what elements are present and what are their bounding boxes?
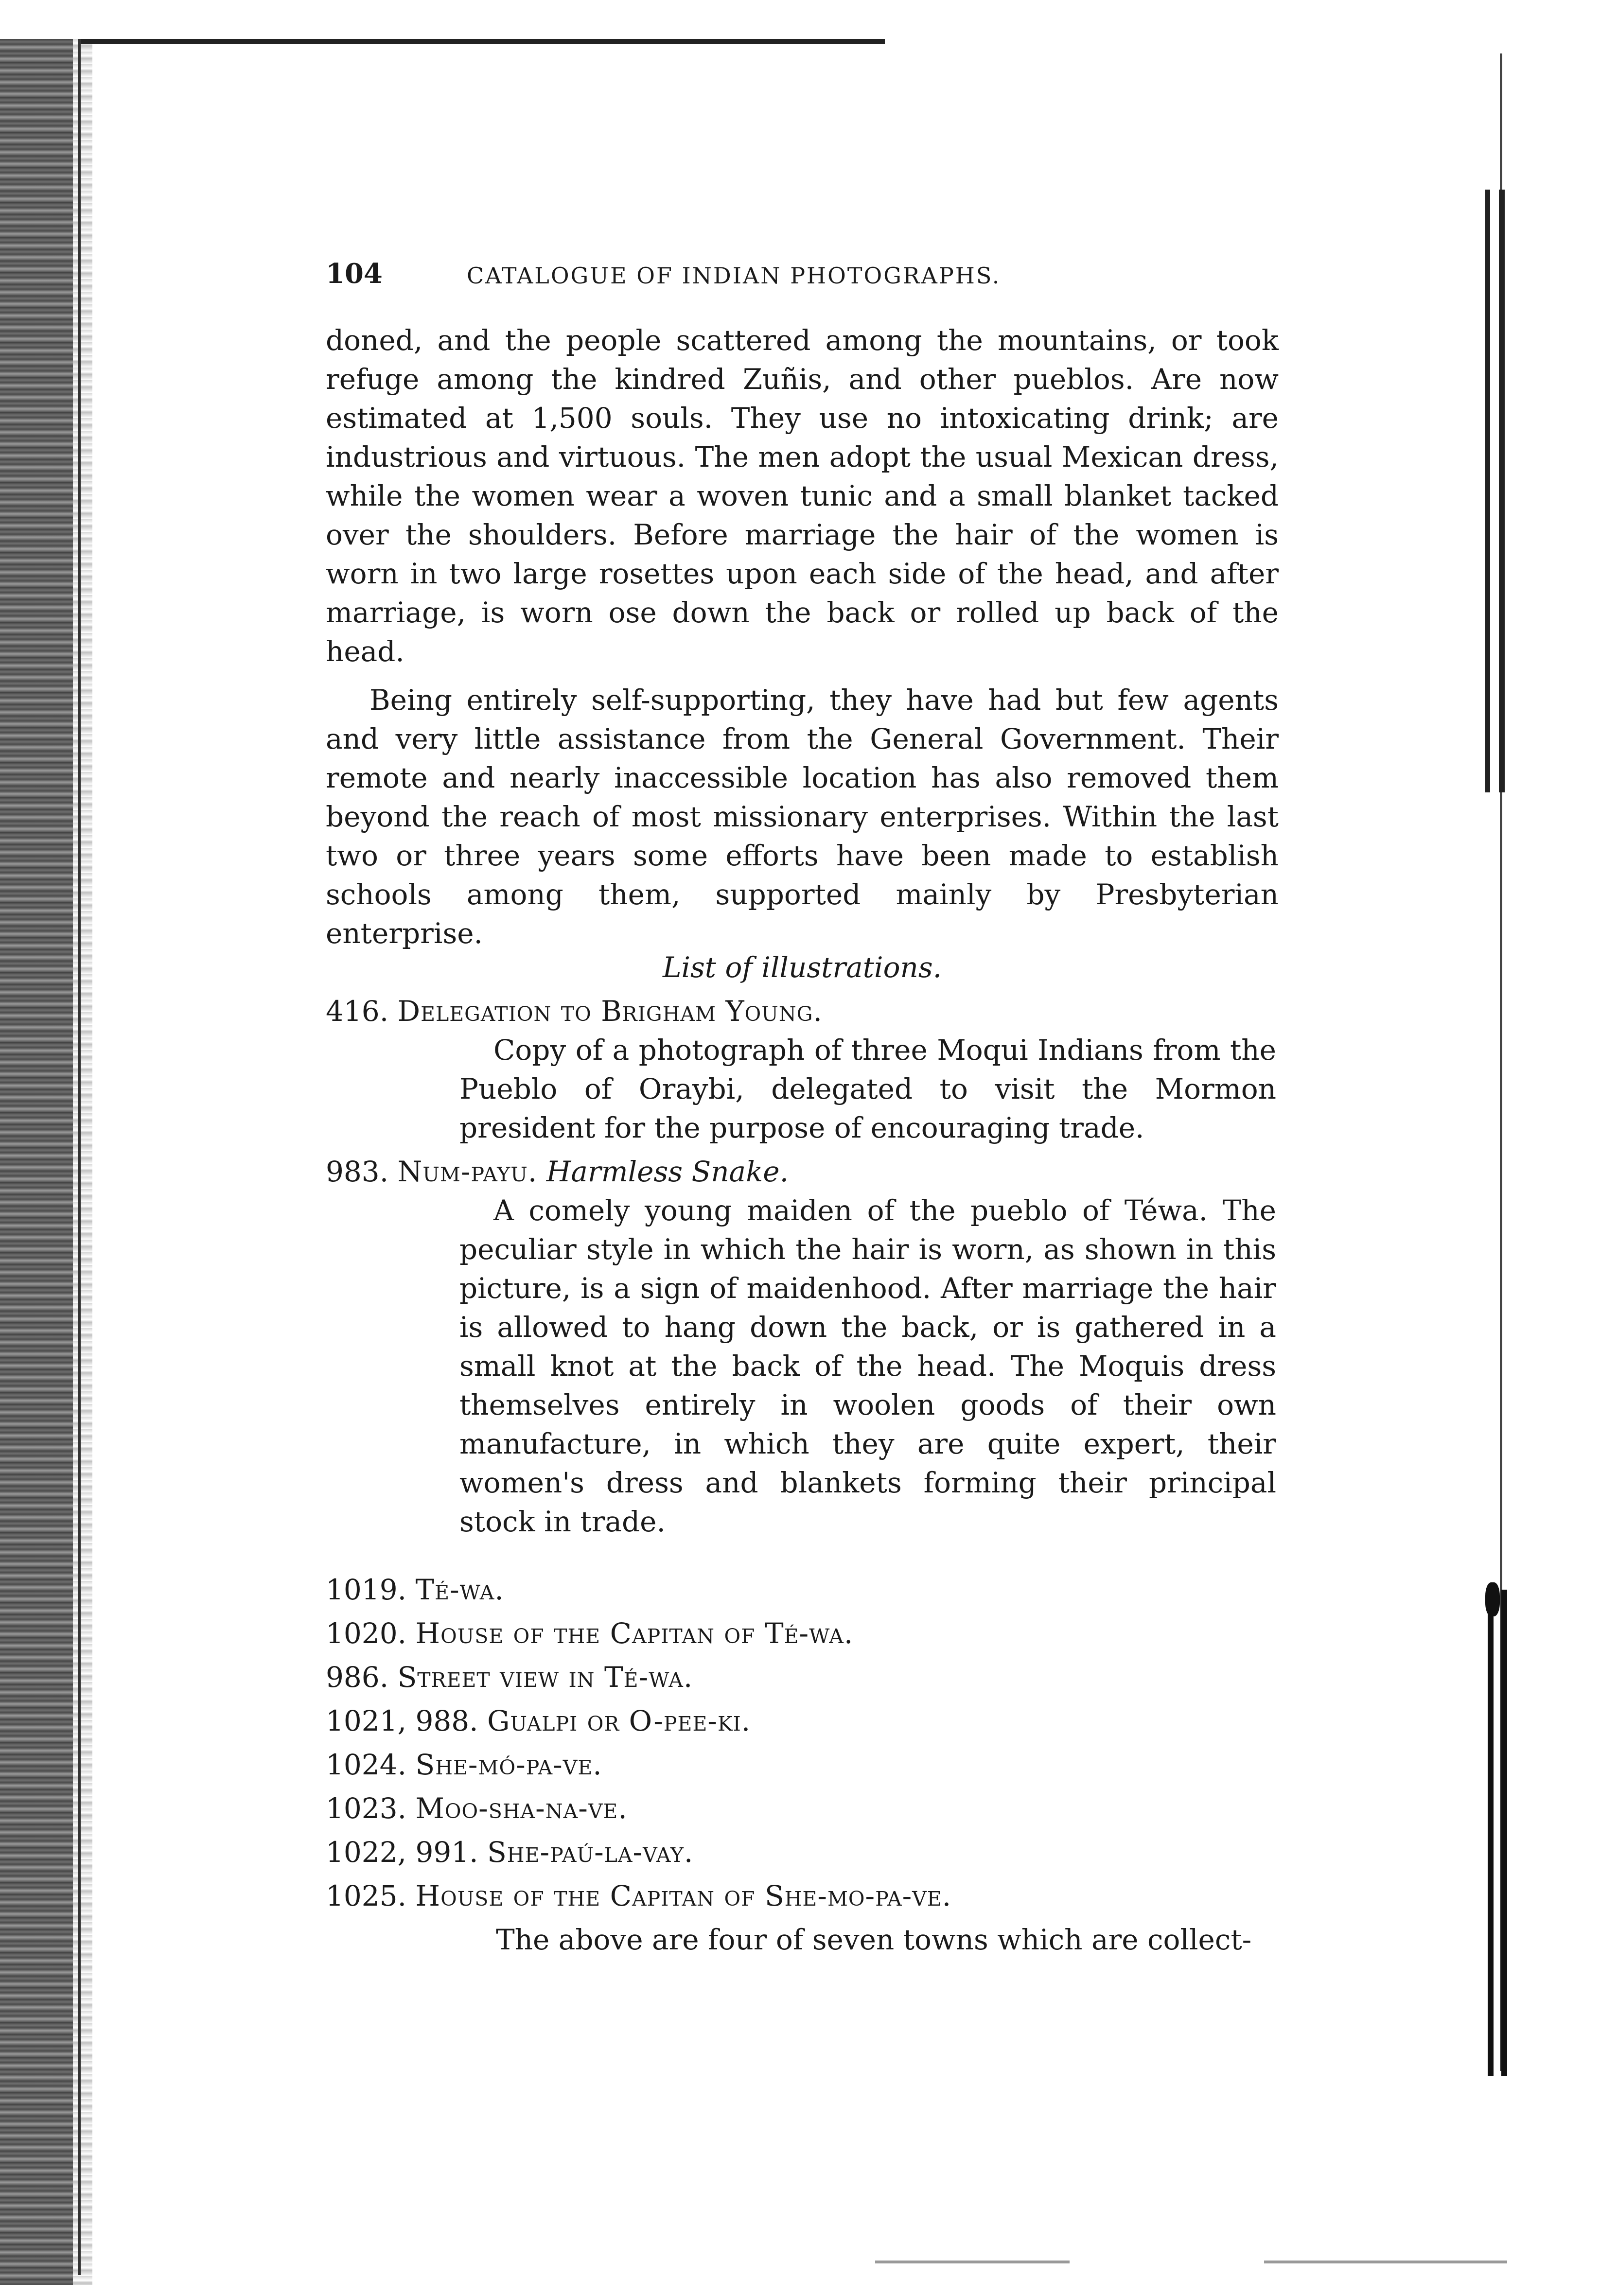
entry-1020 <box>326 1614 1279 1653</box>
entry-1019 <box>326 1570 1279 1609</box>
scan-left-rule <box>78 39 81 2275</box>
entry-1022-991 <box>326 1833 1279 1872</box>
entry-983-heading <box>326 1152 1279 1191</box>
scan-top-rule <box>78 39 885 44</box>
scan-speckle <box>1264 2261 1507 2263</box>
scan-ink-blot <box>1485 1582 1500 1616</box>
intro-paragraph-1: doned, and the people scattered among the mountains, or took refuge among the kindred Zuñis, and other pueblos. Are now estimated at 1,500 souls. They use no intoxicating drink; are industrious and virtuous. The men adopt the usual Mexican dress, while the women wear a woven tunic and a small blanket tacked over the shoulders. Before marriage the hair of the women is worn in two large rosettes upon each side of the head, and after marriage, is worn ose down the back or rolled up back of the head. <box>326 324 1279 668</box>
intro-paragraph-2: Being entirely self-supporting, they have had but few agents and very little assistance from the General Government. Their remote and nearly inaccessible location has also removed them beyond the reach of most missionary enterprises. Within the last two or three years some efforts have been made to establish schools among them, supported mainly by Presbyterian enterprise. <box>326 684 1279 950</box>
entry-number: 1022, 991. <box>326 1836 478 1869</box>
entry-title: She-paú-la-vay. <box>487 1836 694 1869</box>
entry-title: Num-payu. <box>397 1155 538 1188</box>
entry-1021-988 <box>326 1701 1279 1740</box>
entry-subtitle: Harmless Snake. <box>546 1155 789 1188</box>
entry-title: Moo-sha-na-ve. <box>415 1792 628 1825</box>
entry-983-description: A comely young maiden of the pueblo of Téwa. The peculiar style in which the hair is worn, as shown in this picture, is a sign of maidenhood. After marriage the hair is allowed to hang down the back, or is gathered in a small knot at the back of the head. The Moquis dress themselves entirely in woolen goods of their own manufacture, in which they are quite expert, their women's dress and blankets forming their principal stock in trade. <box>459 1194 1276 1538</box>
entry-title: House of the Capitan of She-mo-pa-ve. <box>415 1879 952 1912</box>
entry-1023 <box>326 1789 1279 1828</box>
entry-number: 416. <box>326 995 389 1028</box>
entry-number: 1025. <box>326 1879 407 1912</box>
entry-number: 1021, 988. <box>326 1704 478 1737</box>
entry-title: Gualpi or O-pee-ki. <box>487 1704 751 1737</box>
page-header <box>326 258 1274 297</box>
entry-number: 1020. <box>326 1617 407 1650</box>
list-heading: List of illustrations. <box>662 951 942 984</box>
entry-number: 983. <box>326 1155 389 1188</box>
scan-binding-edge <box>0 39 73 2285</box>
entry-number: 1024. <box>326 1748 407 1781</box>
entry-title: Té-wa. <box>415 1573 504 1606</box>
entry-title: Street view in Té-wa. <box>397 1661 693 1694</box>
entry-number: 1023. <box>326 1792 407 1825</box>
entry-986 <box>326 1658 1279 1697</box>
entry-title: House of the Capitan of Té-wa. <box>415 1617 854 1650</box>
running-title: CATALOGUE OF INDIAN PHOTOGRAPHS. <box>467 263 1001 289</box>
entry-number: 1019. <box>326 1573 407 1606</box>
entry-title: She-mó-pa-ve. <box>415 1748 602 1781</box>
entry-1025 <box>326 1876 1279 1915</box>
entry-title: Delegation to Brigham Young. <box>397 995 823 1028</box>
scan-speckle <box>875 2261 1070 2263</box>
closing-line: The above are four of seven towns which are collect- <box>496 1923 1252 1956</box>
entry-416-heading <box>326 992 1279 1031</box>
entry-416-description: Copy of a photograph of three Moqui Indians from the Pueblo of Oraybi, delegated to visit the Mormon president for the purpose of encouraging trade. <box>459 1034 1276 1144</box>
entry-1024 <box>326 1745 1279 1784</box>
scan-right-bracket-upper <box>1485 190 1505 792</box>
scan-binding-shadow <box>73 39 92 2285</box>
page-number: 104 <box>326 258 383 290</box>
entry-number: 986. <box>326 1661 389 1694</box>
scan-right-bracket-lower <box>1488 1590 1507 2076</box>
